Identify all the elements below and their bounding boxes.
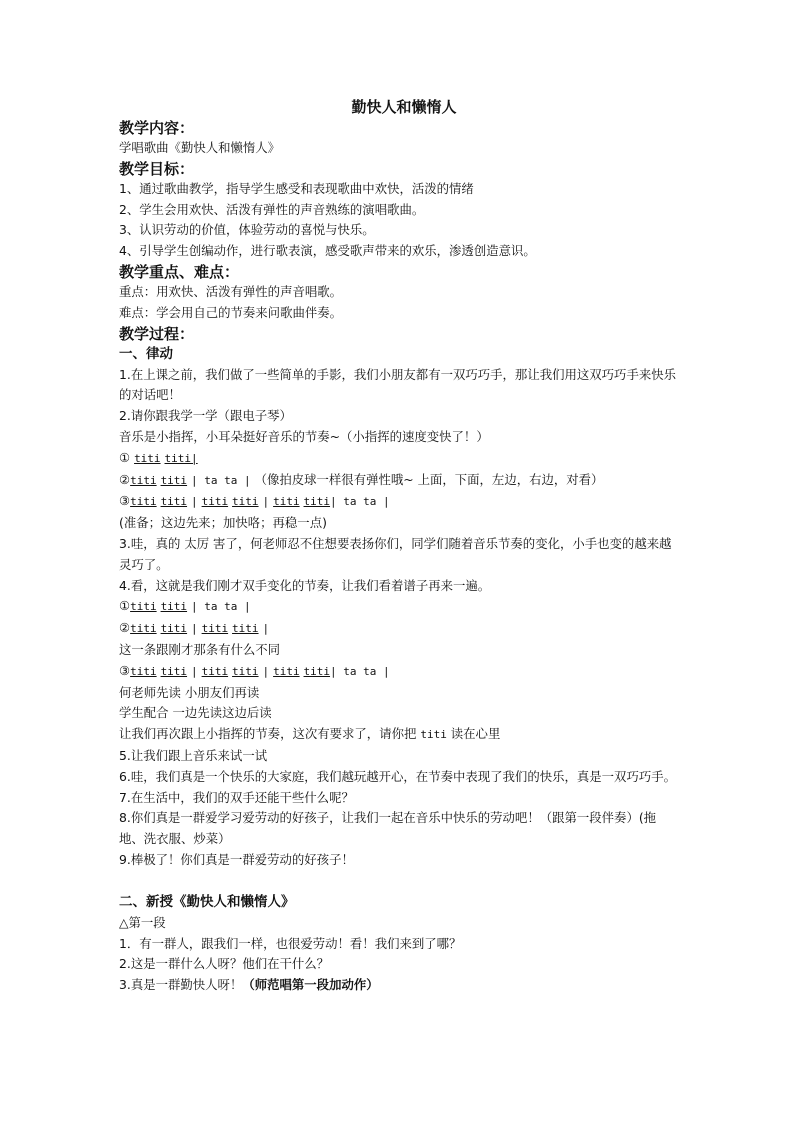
question-1: 1．有一群人，跟我们一样，也很爱劳动！看！我们来到了哪？ xyxy=(119,935,462,951)
rhythm-line: ①titi titi | ta ta | xyxy=(119,598,251,614)
step-6: 6.哇，我们真是一个快乐的大家庭，我们越玩越开心，在节奏中表现了我们的快乐，真是一双巧巧手。 xyxy=(119,768,677,784)
part-label: △第一段 xyxy=(119,914,166,930)
diff-note: 这一条跟刚才那条有什么不同 xyxy=(119,641,281,657)
read-3: 让我们再次跟上小指挥的节奏，这次有要求了，请你把 titi 读在心里 xyxy=(119,726,501,742)
goals-heading: 教学目标： xyxy=(119,159,195,178)
goal-item: 3、认识劳动的价值，体验劳动的喜悦与快乐。 xyxy=(119,222,375,238)
question-3: 3.真是一群勤快人呀！（师范唱第一段加动作） xyxy=(119,977,379,993)
rhythm-line: ②titi titi | ta ta | （像拍皮球一样很有弹性哦~ 上面，下面，左边，右边，对看） xyxy=(119,471,604,487)
rhythm-line: ① titi titi| xyxy=(119,449,198,465)
goal-item: 2、学生会用欢快、活泼有弹性的声音熟练的演唱歌曲。 xyxy=(119,201,425,217)
step-7: 7.在生活中，我们的双手还能干些什么呢？ xyxy=(119,789,354,805)
step-4: 4.看，这就是我们刚才双手变化的节奏，让我们看着谱子再来一遍。 xyxy=(119,577,491,593)
key-point: 重点：用欢快、活泼有弹性的声音唱歌。 xyxy=(119,283,343,299)
spacer xyxy=(119,871,679,892)
goal-item: 4、引导学生创编动作，进行歌表演，感受歌声带来的欢乐，渗透创造意识。 xyxy=(119,243,536,259)
document-page xyxy=(119,96,679,996)
document-title: 勤快人和懒惰人 xyxy=(351,98,457,116)
step-2: 2.请你跟我学一学（跟电子琴） xyxy=(119,408,292,424)
content-heading: 教学内容： xyxy=(119,119,195,137)
goal-item: 1、通过歌曲教学，指导学生感受和表现歌曲中欢快，活泼的情绪 xyxy=(119,180,474,196)
step-3: 3.哇，真的 太厉 害了，何老师忍不住想要表扬你们，同学们随着音乐节奏的变化，小手也变的越来越灵巧了。 xyxy=(119,535,672,572)
section1-heading: 一、律动 xyxy=(119,345,173,362)
read-2: 学生配合 一边先读这边后读 xyxy=(119,705,272,721)
difficult-point: 难点：学会用自己的节奏来问歌曲伴奏。 xyxy=(119,304,343,320)
question-2: 2.这是一群什么人呀？他们在干什么？ xyxy=(119,956,330,972)
rhythm-line: ②titi titi | titi titi | xyxy=(119,620,270,636)
content-text: 学唱歌曲《勤快人和懒惰人》 xyxy=(119,140,281,155)
rhythm-line: ③titi titi | titi titi | titi titi| ta ta | xyxy=(119,662,390,678)
process-heading: 教学过程： xyxy=(119,324,195,343)
step-2-note: 音乐是小指挥，小耳朵挺好音乐的节奏~（小指挥的速度变快了！） xyxy=(119,428,489,444)
step-8: 8.你们真是一群爱学习爱劳动的好孩子，让我们一起在音乐中快乐的劳动吧！（跟第一段伴奏）(拖地、洗衣服、炒菜） xyxy=(119,810,657,847)
step-9: 9.棒极了！你们真是一群爱劳动的好孩子！ xyxy=(119,851,354,867)
read-1: 何老师先读 小朋友们再读 xyxy=(119,684,260,700)
key-points-heading: 教学重点、难点： xyxy=(119,262,240,281)
step-5: 5.让我们跟上音乐来试一试 xyxy=(119,747,268,763)
section2-heading: 二、新授《勤快人和懒惰人》 xyxy=(119,893,295,910)
step-1: 1.在上课之前，我们做了一些简单的手影，我们小朋友都有一双巧巧手，那让我们用这双巧巧手来快乐的对话吧！ xyxy=(119,366,677,403)
prep-note: (准备；这边先来；加快咯；再稳一点) xyxy=(119,515,327,531)
rhythm-line: ③titi titi | titi titi | titi titi| ta ta | xyxy=(119,493,390,509)
